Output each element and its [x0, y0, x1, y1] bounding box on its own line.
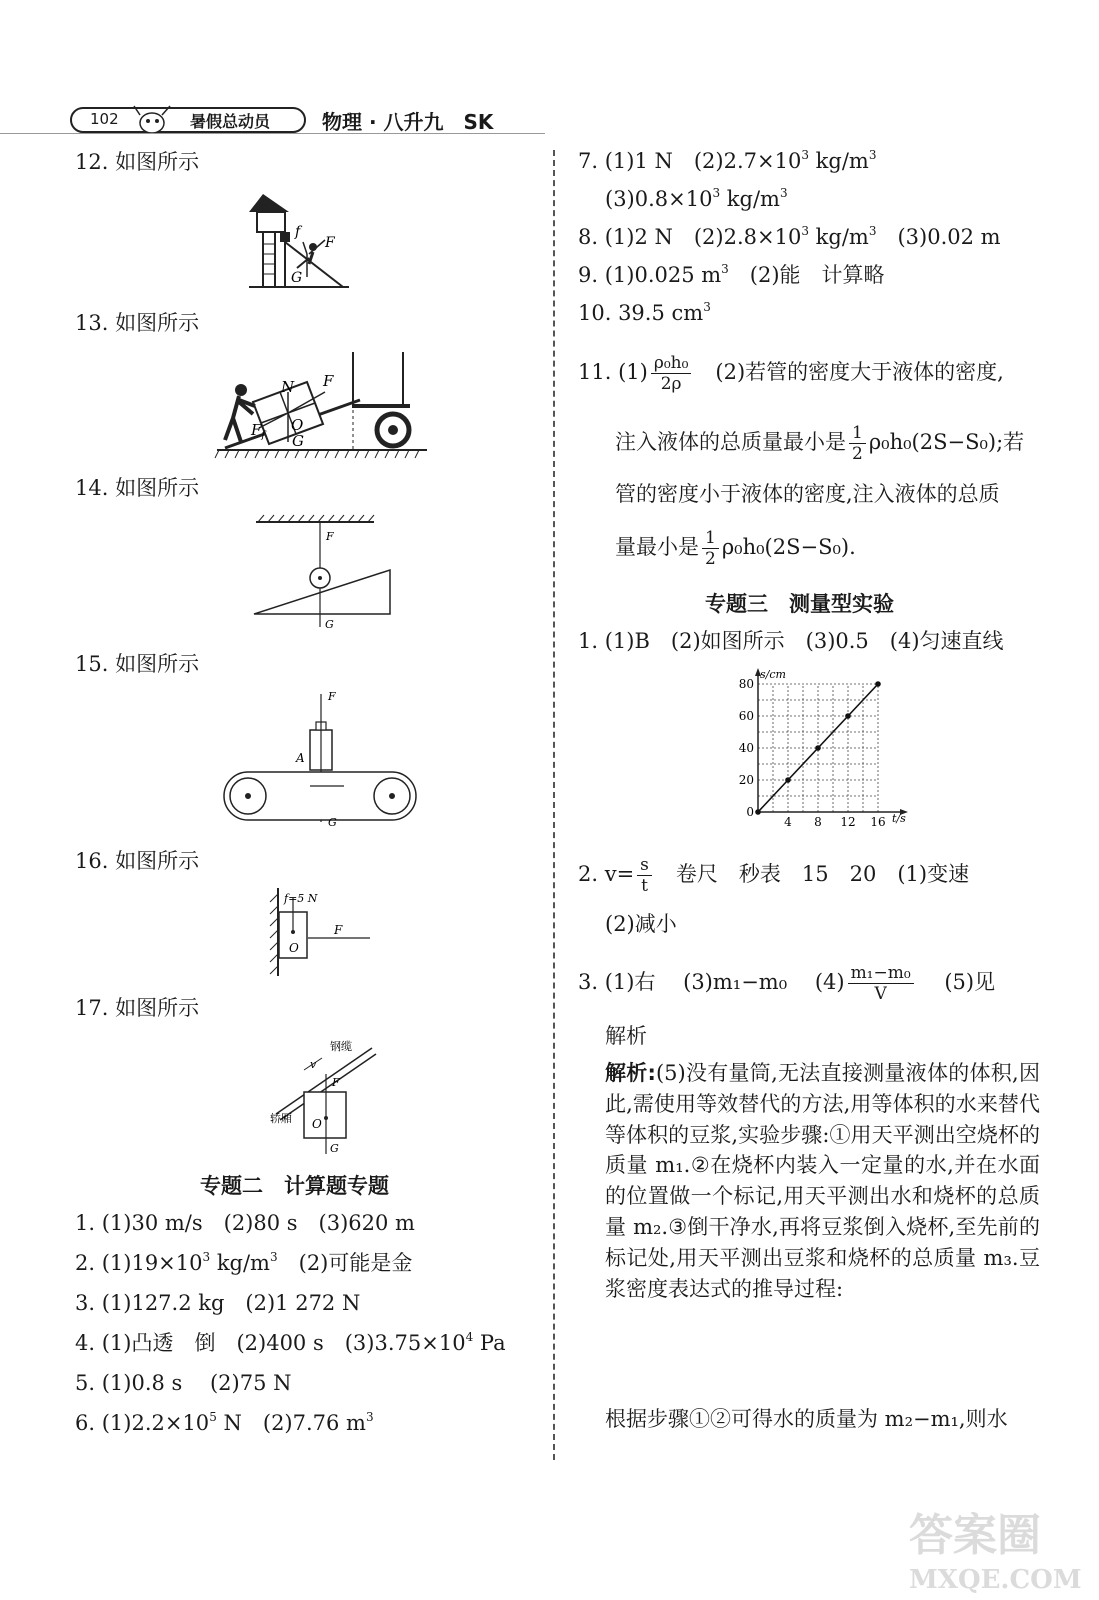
data-point	[755, 809, 761, 815]
s3-answer-2: 2. v= $\frac{s}{t}$ 卷尺 秒表 15 20 (1)变速	[578, 855, 970, 896]
fig17-label-car: 轿厢	[270, 1112, 292, 1125]
fig12-label-G: G	[291, 270, 303, 286]
fraction-half-1: $\frac{1}{2}$	[849, 423, 866, 464]
fig15-label-F: F	[328, 690, 336, 703]
s3-answer-3: 3. (1)右 (3)m₁−m₀ (4) $\frac{\text{m₁−m₀}}{V}$ (5)见	[578, 963, 996, 1004]
s3-answer-3-line-2: 解析	[605, 1024, 647, 1048]
y-tick-label: 80	[738, 677, 754, 691]
data-point	[875, 681, 881, 687]
fig16-label-O: O	[289, 941, 299, 955]
fig16-label-f: f=5 N	[284, 892, 318, 905]
answer-9: 9. (1)0.025 $m^3$ (2)能 计算略	[578, 262, 885, 287]
fig14-label-G: G	[325, 618, 334, 631]
x-tick-label: 8	[814, 815, 822, 829]
s3-answer-1: 1. (1)B (2)如图所示 (3)0.5 (4)匀速直线	[578, 629, 1004, 653]
book-title: 暑假总动员	[190, 112, 271, 131]
section-3-title: 专题三 测量型实验	[705, 592, 894, 616]
x-tick-label: 12	[840, 815, 856, 829]
fig13-label-Ff: $F_f$	[251, 421, 266, 441]
watermark-logo-text: 答案圈	[909, 1510, 1041, 1561]
fig15-label-A: A	[296, 751, 305, 765]
y-axis-label: s/cm	[760, 668, 786, 681]
analysis-paragraph: 解析:(5)没有量筒,无法直接测量液体的体积,因此,需使用等效替代的方法,用等体积的水来替代等体积的豆浆,实验步骤:①用天平测出空烧杯的质量 m₁.②在烧杯内装入一定量的水,并在水面的位置做一个标记,用天平测出水和烧杯的总质量 m₂.③倒干净水,再将豆浆倒入烧杯,至先前的标记处,用天平测出豆浆和烧杯的总质量 m₃.豆浆密度表达式的推导过程:	[605, 1061, 1040, 1301]
figure-13	[215, 350, 435, 462]
figure-12	[245, 192, 355, 290]
mascot-icon	[130, 103, 180, 137]
s2-answer-6: 6. $(1)2.2\times 10^5$ N (2)7.76 $m^3$	[75, 1410, 374, 1435]
header-separator	[0, 133, 545, 134]
answer-10: 10. 39.5 $cm^3$	[578, 300, 711, 325]
y-tick-label: 20	[738, 773, 754, 787]
watermark	[905, 1488, 1082, 1596]
fraction-s-t: $\frac{s}{t}$	[637, 855, 652, 896]
fig13-label-O: O	[291, 416, 304, 434]
fig14-label-F: F	[326, 530, 334, 543]
answer-7-line-2: $(3)0.8\times 10^3$ $kg/m^3$	[605, 186, 788, 211]
fig17-label-G: G	[330, 1142, 339, 1155]
section-2-title: 专题二 计算题专题	[200, 1174, 389, 1198]
x-axis-label: t/s	[892, 812, 906, 825]
fig16-label-F: F	[334, 923, 343, 937]
s2-answer-2: 2. $(1)19\times 10^3$ $kg/m^3$ (2)可能是金	[75, 1250, 413, 1275]
question-13: 13. 如图所示	[75, 311, 200, 335]
column-divider	[553, 150, 555, 1460]
fig17-label-v: v	[310, 1058, 317, 1071]
figure-17	[264, 1030, 384, 1158]
fraction-rho-h: $\frac{\text{ρ₀h₀}}{2\rho}$	[651, 353, 692, 394]
s2-answer-4: 4. (1)凸透 倒 (2)400 s $(3)3.75\times 10^4$ Pa	[75, 1330, 506, 1355]
fig12-label-F: F	[325, 235, 335, 251]
fig17-label-F: F	[332, 1076, 340, 1089]
question-17: 17. 如图所示	[75, 996, 200, 1020]
answer-7-line-1: 7. (1)1 N $(2)2.7\times 10^3$ $kg/m^3$	[578, 148, 877, 173]
s2-answer-5: 5. (1)0.8 s (2)75 N	[75, 1371, 292, 1395]
question-14: 14. 如图所示	[75, 476, 200, 500]
y-tick-label: 40	[738, 741, 754, 755]
answer-11-line-4: 量最小是 $\frac{1}{2}$ ρ₀h₀(2S−S₀).	[615, 528, 856, 569]
analysis-last-line: 根据步骤①②可得水的质量为 m₂−m₁,则水	[605, 1407, 1008, 1431]
fraction-density: $\frac{\text{m₁−m₀}}{V}$	[848, 963, 914, 1004]
s3-answer-2-line-2: (2)减小	[605, 912, 677, 936]
x-tick-label: 4	[784, 815, 792, 829]
answer-11-line-3: 管的密度小于液体的密度,注入液体的总质	[615, 482, 1000, 506]
y-tick-label: 60	[738, 709, 754, 723]
subject-title: 物理 · 八升九 SK	[322, 110, 494, 134]
question-16: 16. 如图所示	[75, 849, 200, 873]
s2-answer-1: 1. (1)30 m/s (2)80 s (3)620 m	[75, 1211, 415, 1235]
figure-14	[250, 512, 380, 632]
fig15-label-G: G	[328, 816, 337, 829]
page-number: 102	[90, 110, 119, 128]
data-point	[845, 713, 851, 719]
question-15: 15. 如图所示	[75, 652, 200, 676]
figure-16	[262, 884, 374, 980]
data-point	[785, 777, 791, 783]
answer-8: 8. (1)2 N $(2)2.8\times 10^3$ $kg/m^3$ (3)0.02 m	[578, 224, 1001, 249]
st-graph-chart	[728, 664, 914, 830]
fig17-label-O: O	[312, 1117, 322, 1131]
watermark-site-text: MXQE.COM	[909, 1565, 1082, 1595]
s2-answer-3: 3. (1)127.2 kg (2)1 272 N	[75, 1291, 361, 1315]
fig13-label-N: N	[281, 378, 295, 396]
figure-15	[220, 686, 420, 828]
fig12-label-f: f	[295, 224, 301, 240]
fig17-label-cable: 钢缆	[330, 1040, 352, 1053]
answer-11-line-2: 注入液体的总质量最小是 $\frac{1}{2}$ ρ₀h₀(2S−S₀);若	[615, 423, 1025, 464]
answer-11-line-1: 11. (1) $\frac{\text{ρ₀h₀}}{2\rho}$ (2)若管的密度大于液体的密度,	[578, 353, 1004, 394]
fraction-half-2: $\frac{1}{2}$	[702, 528, 719, 569]
fig13-label-F: F	[323, 372, 334, 390]
fig13-label-G: G	[292, 432, 304, 450]
data-point	[815, 745, 821, 751]
question-12: 12. 如图所示	[75, 150, 200, 174]
y-tick-label: 0	[746, 805, 754, 819]
x-tick-label: 16	[870, 815, 886, 829]
